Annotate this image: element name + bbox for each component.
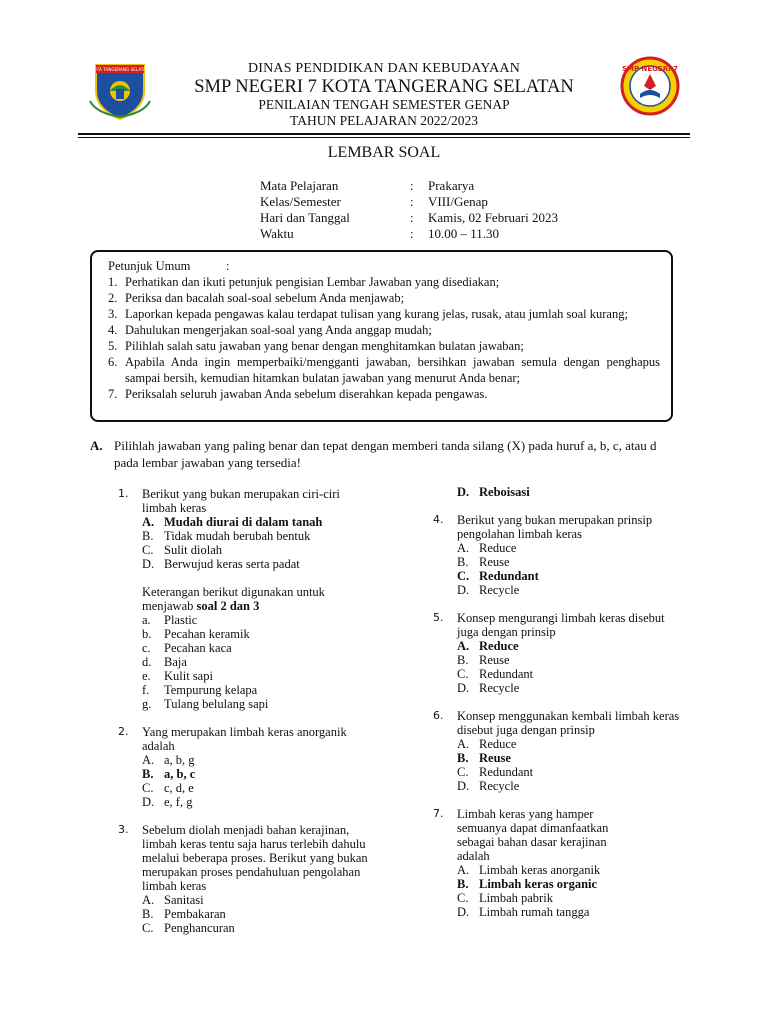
question-4 [433, 513, 683, 597]
answer-option: D. Recycle [457, 779, 520, 793]
instruction-item: 5. Pilihlah salah satu jawaban yang benar dengan menghitamkan bulatan jawaban; [108, 339, 524, 353]
question-number: 2. [118, 725, 129, 738]
question-text: Sebelum diolah menjadi bahan kerajinan, limbah keras tentu saja harus terlebih dahulu melalui beberapa proses. Berikut yang bukan merupakan proses pendahuluan pengolahan limbah keras [142, 823, 368, 893]
answer-option: B. Reuse [457, 751, 511, 765]
answer-option: A. Reduce [457, 639, 519, 653]
instruction-item: 1. Perhatikan dan ikuti petunjuk pengisian Lembar Jawaban yang disediakan; [108, 275, 500, 289]
question-number: 5. [433, 611, 444, 624]
info-sep: : [410, 178, 414, 193]
info-row [260, 210, 558, 226]
info-label: Hari dan Tanggal [260, 210, 350, 225]
reference-item: b. Pecahan keramik [142, 627, 250, 641]
question-text: Konsep mengurangi limbah keras disebut juga dengan prinsip [457, 611, 665, 639]
answer-option: A. Reduce [457, 541, 517, 555]
header-divider-thin [78, 137, 690, 138]
answer-option: C. c, d, e [142, 781, 194, 795]
reference-list [142, 585, 368, 711]
header-divider-thick [78, 133, 690, 135]
school-name: SMP NEGERI 7 KOTA TANGERANG SELATAN [194, 77, 574, 97]
info-value: Kamis, 02 Februari 2023 [428, 210, 558, 225]
question-number: 3. [118, 823, 129, 836]
instruction-item: 3. Laporkan kepada pengawas kalau terdapat tulisan yang kurang jelas, rusak, atau jumlah soal kurang; [108, 307, 628, 321]
reference-item: e. Kulit sapi [142, 669, 213, 683]
reference-item: g. Tulang belulang sapi [142, 697, 269, 711]
instruction-item: 7. Periksalah seluruh jawaban Anda sebelum diserahkan kepada pengawas. [108, 387, 488, 401]
answer-option: D. Reboisasi [457, 485, 530, 499]
right-logo-text: SMP NEGERI 7 [621, 65, 679, 73]
reference-intro: Keterangan berikut digunakan untuk menjawab soal 2 dan 3 [142, 585, 325, 613]
answer-option: B. Reuse [457, 555, 510, 569]
answer-option: D. Recycle [457, 681, 520, 695]
info-value: VIII/Genap [428, 194, 488, 209]
answer-option: B. a, b, c [142, 767, 196, 781]
questions-left-column [118, 487, 368, 935]
question-1 [118, 487, 368, 571]
section-a-text: Pilihlah jawaban yang paling benar dan tepat dengan memberi tanda silang (X) pada huruf a, b, c, atau d pada lembar jawaban yang tersedia! [114, 438, 657, 470]
answer-option: D. e, f, g [142, 795, 193, 809]
question-text: Limbah keras yang hamper semuanya dapat dimanfaatkan sebagai bahan dasar kerajinan adalah [457, 807, 609, 863]
answer-option: B. Tidak mudah berubah bentuk [142, 529, 311, 543]
answer-option: C. Redundant [457, 765, 534, 779]
answer-option: C. Redundant [457, 569, 539, 583]
answer-option: C. Limbah pabrik [457, 891, 553, 905]
answer-option: B. Limbah keras organic [457, 877, 598, 891]
agency-name: DINAS PENDIDIKAN DAN KEBUDAYAAN [247, 61, 521, 76]
question-5 [433, 611, 683, 695]
question-number: 6. [433, 709, 444, 722]
question-2 [118, 725, 368, 809]
info-row [260, 226, 558, 242]
sheet-title: LEMBAR SOAL [327, 144, 441, 161]
reference-item: d. Baja [142, 655, 187, 669]
answer-option: C. Penghancuran [142, 921, 235, 935]
instructions-title: Petunjuk Umum [108, 259, 191, 273]
info-sep: : [410, 194, 414, 209]
question-text: Konsep menggunakan kembali limbah keras disebut juga dengan prinsip [457, 709, 680, 737]
academic-year: TAHUN PELAJARAN 2022/2023 [290, 113, 478, 128]
exam-info [260, 178, 558, 242]
question-number: 4. [433, 513, 444, 526]
answer-option: A. Limbah keras anorganik [457, 863, 601, 877]
info-sep: : [410, 210, 414, 225]
answer-option: B. Reuse [457, 653, 510, 667]
section-a-label: A. [90, 438, 103, 453]
question-text: Yang merupakan limbah keras anorganik adalah [142, 725, 347, 753]
answer-option: D. Limbah rumah tangga [457, 905, 590, 919]
instructions-sep: : [226, 259, 230, 273]
question-3 [118, 823, 368, 935]
answer-option: B. Pembakaran [142, 907, 226, 921]
info-row [260, 194, 558, 210]
instructions [108, 258, 660, 402]
answer-option: A. a, b, g [142, 753, 195, 767]
question-number: 7. [433, 807, 444, 820]
info-label: Kelas/Semester [260, 194, 341, 209]
answer-option: C. Redundant [457, 667, 534, 681]
section-a-instruction [90, 437, 680, 471]
info-value: 10.00 – 11.30 [428, 226, 500, 241]
question-text: Berikut yang bukan merupakan ciri-ciri limbah keras [142, 487, 340, 515]
answer-option: A. Mudah diurai di dalam tanah [142, 515, 323, 529]
info-row [260, 178, 558, 194]
exam-name: PENILAIAN TENGAH SEMESTER GENAP [258, 97, 510, 112]
questions-right-column [433, 485, 683, 919]
instruction-item: 6. Apabila Anda ingin memperbaiki/mengganti jawaban, bersihkan jawaban semula dengan penghapus sampai bersih, kemudian hitamkan bulatan jawaban yang menurut Anda benar; [108, 355, 660, 385]
question-7 [433, 807, 683, 863]
reference-item: c. Pecahan kaca [142, 641, 232, 655]
info-sep: : [410, 226, 414, 241]
reference-item: a. Plastic [142, 613, 198, 627]
question-number: 1. [118, 487, 129, 500]
info-label: Mata Pelajaran [260, 178, 339, 193]
instruction-item: 4. Dahulukan mengerjakan soal-soal yang Anda anggap mudah; [108, 323, 432, 337]
question-6 [433, 709, 683, 793]
question-text: Berikut yang bukan merupakan prinsip pengolahan limbah keras [457, 513, 653, 541]
reference-item: f. Tempurung kelapa [142, 683, 258, 697]
info-value: Prakarya [428, 178, 475, 193]
info-label: Waktu [260, 226, 294, 241]
answer-option: D. Recycle [457, 583, 520, 597]
answer-option: D. Berwujud keras serta padat [142, 557, 300, 571]
left-logo-text: KOTA TANGERANG SELATAN [90, 67, 150, 72]
answer-option: A. Sanitasi [142, 893, 204, 907]
instruction-item: 2. Periksa dan bacalah soal-soal sebelum Anda menjawab; [108, 291, 405, 305]
answer-option: A. Reduce [457, 737, 517, 751]
answer-option: C. Sulit diolah [142, 543, 222, 557]
